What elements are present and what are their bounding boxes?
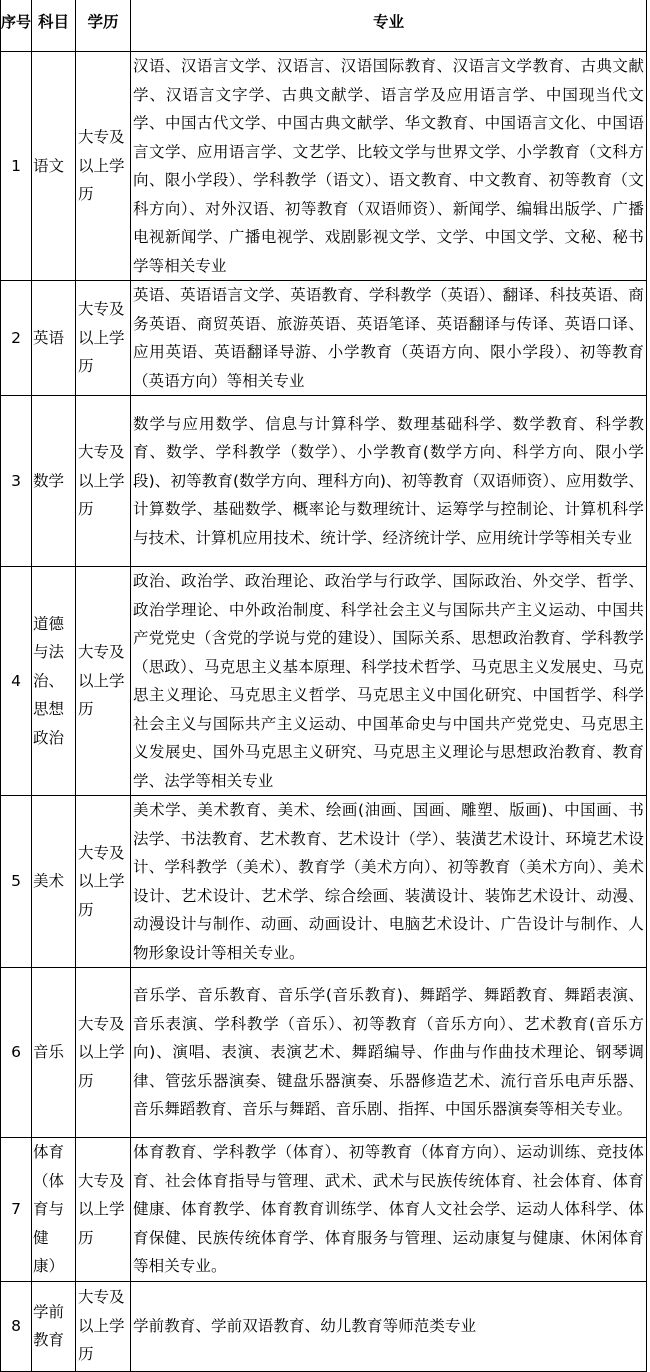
subject-line: 思想 bbox=[33, 700, 65, 719]
subject-line: 教育 bbox=[33, 1331, 65, 1349]
row-major: 美术学、美术教育、美术、绘画(油画、国画、雕塑、版画)、中国画、书法学、书法教育、艺术教育、艺术设计（学）、装潢艺术设计、环境艺术设计、学科教学（美术）、教育学（美术方向）、初等教育（美术方向）、美术设计、艺术设计、艺术学、综合绘画、装潢设计、装饰艺术设计、动漫、动漫设计与制作、动画、动画设计、电脑艺术设计、广告设计与制作、人物形象设计等相关专业。 bbox=[131, 796, 647, 968]
row-subject: 美术 bbox=[32, 796, 76, 968]
table-row bbox=[1, 567, 647, 796]
row-major: 英语、英语语言文学、英语教育、学科教学（英语）、翻译、科技英语、商务英语、商贸英语、旅游英语、英语笔译、英语翻译与传译、英语口译、应用英语、英语翻译导游、小学教育（英语方向、限小学段）、初等教育（英语方向）等相关专业 bbox=[131, 281, 647, 396]
row-major: 音乐学、音乐教育、音乐学(音乐教育)、舞蹈学、舞蹈教育、舞蹈表演、音乐表演、学科教学（音乐）、初等教育（音乐方向）、艺术教育(音乐方向)、演唱、表演、表演艺术、舞蹈编导、作曲与作曲技术理论、钢琴调律、管弦乐器演奏、键盘乐器演奏、乐器修造艺术、流行音乐电声乐器、音乐舞蹈教育、音乐与舞蹈、音乐剧、指挥、中国乐器演奏等相关专业。 bbox=[131, 968, 647, 1138]
table-row bbox=[1, 1138, 647, 1282]
table-row bbox=[1, 281, 647, 396]
table-row bbox=[1, 968, 647, 1138]
row-subject bbox=[32, 567, 76, 796]
table-row bbox=[1, 1281, 647, 1371]
header-subject: 科目 bbox=[32, 0, 76, 52]
row-no: 4 bbox=[1, 567, 32, 796]
row-major: 学前教育、学前双语教育、幼儿教育等师范类专业 bbox=[131, 1281, 647, 1371]
row-subject: 英语 bbox=[32, 281, 76, 396]
row-no: 8 bbox=[1, 1281, 32, 1371]
row-subject bbox=[32, 1281, 76, 1371]
subject-line: 学前 bbox=[33, 1302, 65, 1321]
subject-line: 道德 bbox=[33, 614, 65, 633]
row-major: 体育教育、学科教学（体育）、初等教育（体育方向）、运动训练、竞技体育、社会体育指导与管理、武术、武术与民族传统体育、社会体育、体育健康、体育教学、体育教育训练学、体育人文社会学、运动人体科学、体育保健、民族传统体育学、体育服务与管理、运动康复与健康、休闲体育等相关专业。 bbox=[131, 1138, 647, 1282]
row-subject bbox=[32, 1138, 76, 1282]
table-row bbox=[1, 52, 647, 281]
row-education: 大专及以上学历 bbox=[76, 52, 131, 281]
row-major: 政治、政治学、政治理论、政治学与行政学、国际政治、外交学、哲学、政治学理论、中外政治制度、科学社会主义与国际共产主义运动、中国共产党党史（含党的学说与党的建设）、国际关系、思想政治教育、学科教学（思政）、马克思主义基本原理、科学技术哲学、马克思主义发展史、马克思主义理论、马克思主义哲学、马克思主义中国化研究、中国哲学、科学社会主义与国际共产主义运动、中国革命史与中国共产党党史、马克思主义发展史、国外马克思主义研究、马克思主义理论与思想政治教育、教育学、法学等相关专业 bbox=[131, 567, 647, 796]
header-education: 学历 bbox=[76, 0, 131, 52]
row-no: 6 bbox=[1, 968, 32, 1138]
subject-line: 治、 bbox=[33, 671, 65, 690]
row-education: 大专及以上学历 bbox=[76, 968, 131, 1138]
subject-line: 与法 bbox=[33, 643, 65, 662]
row-education: 大专及以上学历 bbox=[76, 1138, 131, 1282]
row-education: 大专及以上学历 bbox=[76, 396, 131, 567]
subject-line: 政治 bbox=[33, 728, 65, 747]
row-no: 1 bbox=[1, 52, 32, 281]
row-no: 7 bbox=[1, 1138, 32, 1282]
row-education: 大专及以上学历 bbox=[76, 567, 131, 796]
row-no: 5 bbox=[1, 796, 32, 968]
row-major: 汉语、汉语言文学、汉语言、汉语国际教育、汉语言文学教育、古典文献学、汉语言文字学、古典文献学、语言学及应用语言学、中国现当代文学、中国古代文学、中国古典文献学、华文教育、中国语言文化、中国语言文学、应用语言学、文艺学、比较文学与世界文学、小学教育（文科方向、限小学段）、学科教学（语文）、语文教育、中文教育、初等教育（文科方向）、对外汉语、初等教育（双语师资）、新闻学、编辑出版学、广播电视新闻学、广播电视学、戏剧影视文学、文学、中国文学、文秘、秘书学等相关专业 bbox=[131, 52, 647, 281]
subject-line: 体育 bbox=[33, 1143, 65, 1161]
row-subject: 音乐 bbox=[32, 968, 76, 1138]
table-row bbox=[1, 796, 647, 968]
table-row bbox=[1, 396, 647, 567]
row-subject: 数学 bbox=[32, 396, 76, 567]
subject-line: 康） bbox=[33, 1257, 65, 1275]
subject-line: 健 bbox=[33, 1228, 49, 1247]
row-education: 大专及以上学历 bbox=[76, 1281, 131, 1371]
row-major: 数学与应用数学、信息与计算科学、数理基础科学、数学教育、科学教育、数学、学科教学（数学）、小学教育(数学方向、科学方向、限小学段)、初等教育(数学方向、理科方向)、初等教育（双语师资）、应用数学、计算数学、基础数学、概率论与数理统计、运筹学与控制论、计算机科学与技术、计算机应用技术、统计学、经济统计学、应用统计学等相关专业 bbox=[131, 396, 647, 567]
row-no: 3 bbox=[1, 396, 32, 567]
row-no: 2 bbox=[1, 281, 32, 396]
header-no: 序号 bbox=[1, 0, 32, 52]
row-subject: 语文 bbox=[32, 52, 76, 281]
header-row bbox=[1, 0, 647, 52]
row-education: 大专及以上学历 bbox=[76, 281, 131, 396]
row-education: 大专及以上学历 bbox=[76, 796, 131, 968]
subject-line: 育与 bbox=[33, 1200, 65, 1218]
subject-line: （体 bbox=[33, 1171, 65, 1190]
header-major: 专业 bbox=[131, 0, 647, 52]
